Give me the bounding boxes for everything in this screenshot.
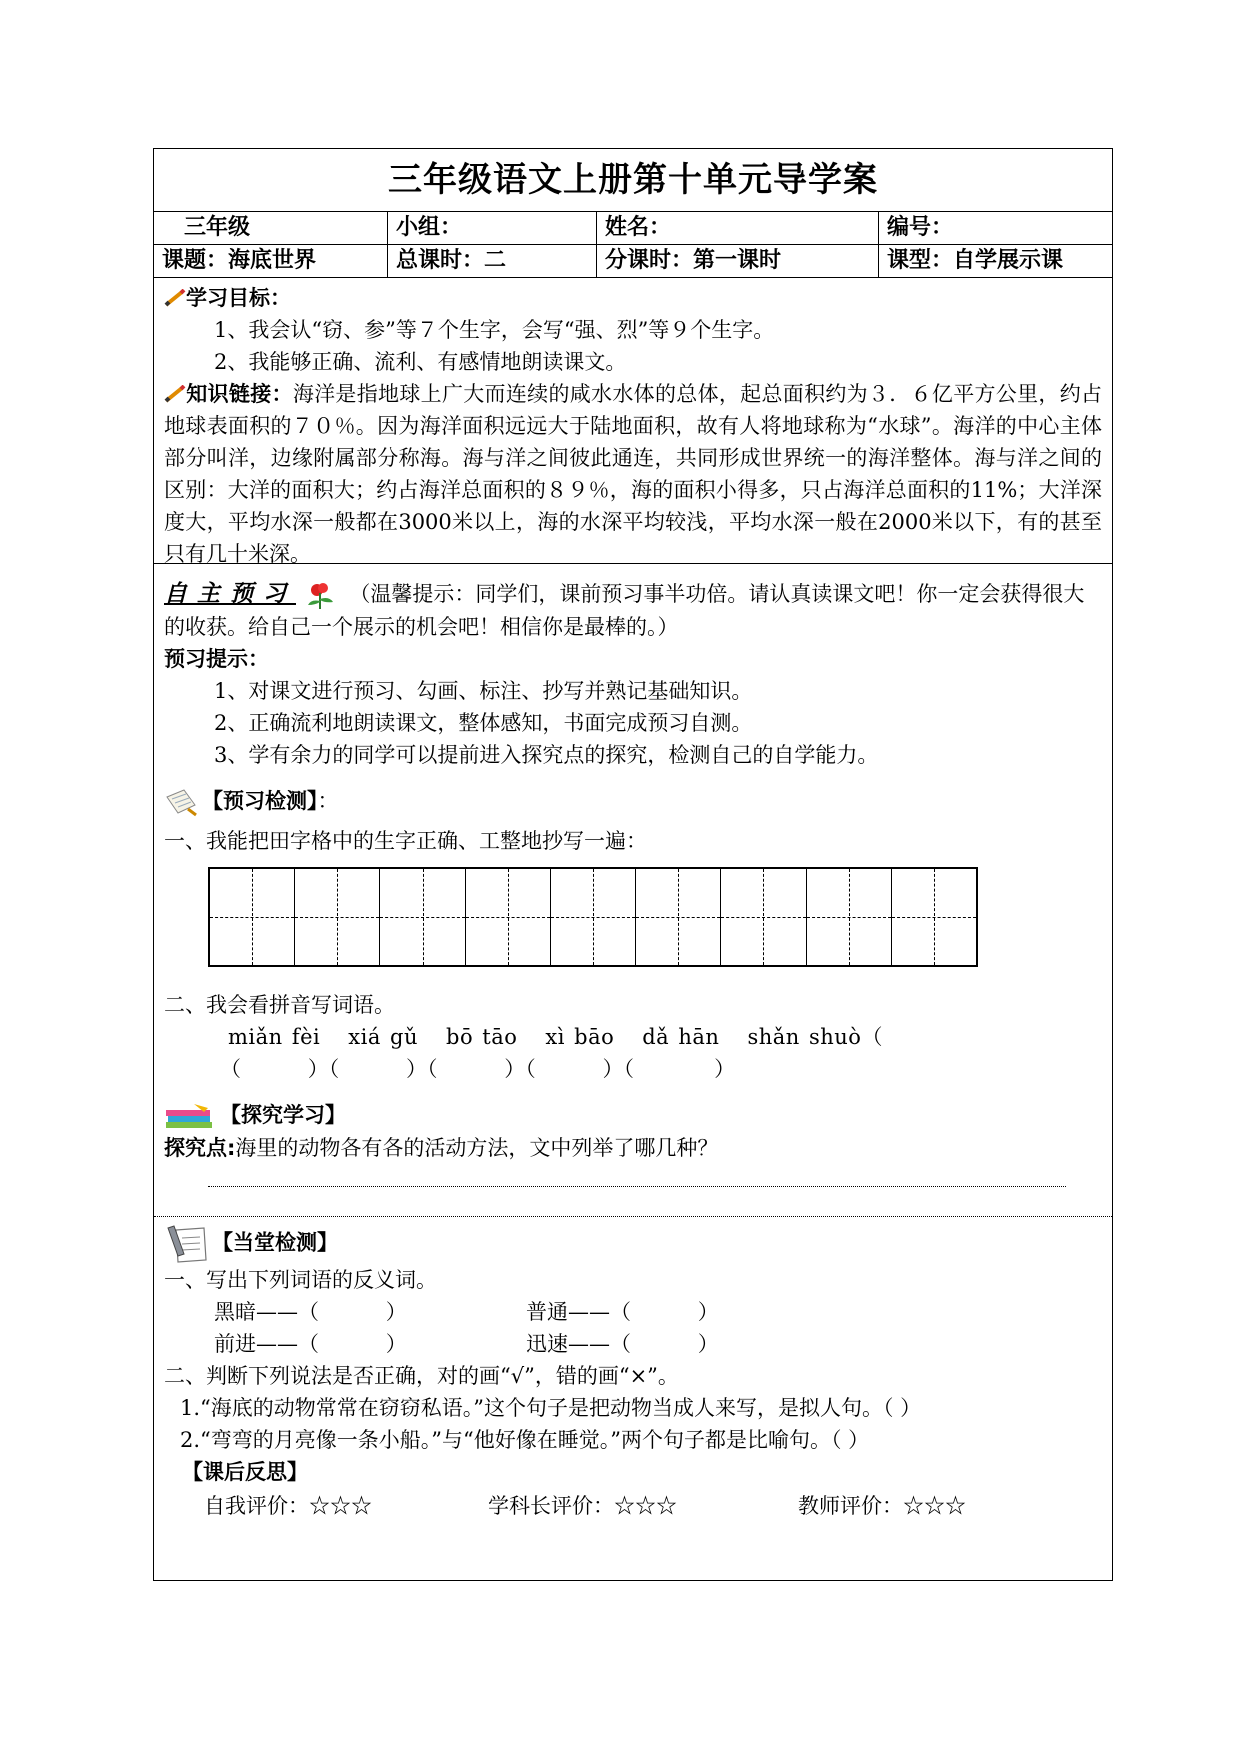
pen-paper-icon (164, 1224, 208, 1264)
reflection-heading: 【课后反思】 (182, 1459, 308, 1484)
flower-icon (303, 581, 339, 611)
grid-cell[interactable] (295, 869, 380, 965)
books-icon (164, 1102, 216, 1132)
pinyin-word: bō tāo (446, 1025, 518, 1049)
hint-item: 1、对课文进行预习、勾画、标注、抄写并熟记基础知识。 (214, 678, 753, 703)
leader-eval[interactable]: 学科长评价：☆☆☆ (488, 1493, 677, 1518)
group-cell: 小组： (388, 212, 597, 244)
antonym-question: 一、写出下列词语的反义词。 (164, 1267, 437, 1292)
antonym-item[interactable]: 前进——（ ） (214, 1331, 407, 1356)
tianzige-grid[interactable] (208, 867, 978, 967)
pencil-icon (164, 385, 186, 403)
teacher-eval[interactable]: 教师评价：☆☆☆ (798, 1493, 966, 1518)
grid-cell[interactable] (551, 869, 636, 965)
grid-cell[interactable] (892, 869, 976, 965)
total-periods-cell: 总课时：二 (388, 245, 597, 277)
explore-heading: 【探究学习】 (220, 1103, 346, 1127)
knowledge-heading: 知识链接： (186, 382, 293, 406)
preview-heading: 自主预习 (164, 580, 296, 607)
judge-item[interactable]: 2.“弯弯的月亮像一条小船。”与“他好像在睡觉。”两个句子都是比喻句。（ ） (180, 1427, 870, 1452)
pencil-icon (164, 289, 186, 307)
lesson-type-cell: 课型：自学展示课 (887, 248, 1064, 273)
antonym-row (164, 1296, 1102, 1328)
preview-tip: （温馨提示：同学们，课前预习事半功倍。请认真读课文吧！你一定会获得很大的收获。给自己一个展示的机会吧！相信你是最棒的。） (164, 582, 1085, 639)
explore-question: 海里的动物各有各的活动方法，文中列举了哪几种？ (235, 1135, 719, 1160)
pinyin-word: shǎn shuò (747, 1025, 862, 1049)
grid-cell[interactable] (466, 869, 551, 965)
hint-item: 2、正确流利地朗读课文，整体感知，书面完成预习自测。 (214, 710, 753, 735)
page-title: 三年级语文上册第十单元导学案 (154, 149, 1112, 212)
header-row-2 (154, 245, 1112, 278)
pinyin-word: dǎ hān (642, 1025, 720, 1049)
pinyin-question: 二、我会看拼音写词语。 (164, 993, 395, 1017)
grid-cell[interactable] (380, 869, 465, 965)
number-cell: 编号： (887, 215, 954, 240)
pinyin-word: xì bāo (545, 1025, 615, 1049)
class-check-heading: 【当堂检测】 (212, 1230, 338, 1254)
evaluation-row (164, 1490, 1102, 1522)
hint-item: 3、学有余力的同学可以提前进入探究点的探究，检测自己的自学能力。 (214, 742, 879, 767)
antonym-item[interactable]: 黑暗——（ ） (214, 1299, 407, 1324)
section-divider (154, 1216, 1112, 1218)
paren-tail: （ (861, 1025, 883, 1049)
judge-item[interactable]: 1.“海底的动物常常在窃窃私语。”这个句子是把动物当成人来写，是拟人句。（ ） (180, 1395, 922, 1420)
self-eval[interactable]: 自我评价：☆☆☆ (204, 1493, 372, 1518)
hint-heading: 预习提示： (164, 646, 269, 671)
header-row-1 (154, 212, 1112, 245)
preview-section (154, 564, 1112, 1522)
check-colon: ： (317, 788, 339, 813)
knowledge-text: 海洋是指地球上广大而连续的咸水水体的总体，起总面积约为３．６亿平方公里，约占地球表面积的７０％。因为海洋面积远远大于陆地面积，故有人将地球称为“水球”。海洋的中心主体部分叫洋，边缘附属部分称海。海与洋之间彼此通连，共同形成世界统一的海洋整体。海与洋之间的区别：大洋的面积大；约占海洋总面积的８９％，海的面积小得多，只占海洋总面积的11%；大洋深度大，平均水深一般都在3000米以上，海的水深平均较浅，平均水深一般在2000米以下，有的甚至只有几十米深。 (164, 382, 1103, 566)
grid-cell[interactable] (210, 869, 295, 965)
pinyin-word: xiá gǔ (348, 1025, 419, 1049)
topic-cell: 课题：海底世界 (154, 245, 388, 277)
name-cell: 姓名： (597, 212, 879, 244)
antonym-row (164, 1328, 1102, 1360)
notebook-icon (164, 787, 198, 817)
check-heading: 【预习检测】 (202, 788, 318, 813)
grade-cell: 三年级 (154, 212, 388, 244)
antonym-item[interactable]: 普通——（ ） (526, 1299, 719, 1324)
goal-item: 2、我能够正确、流利、有感情地朗读课文。 (214, 350, 627, 374)
grid-cell[interactable] (807, 869, 892, 965)
grid-cell[interactable] (721, 869, 806, 965)
antonym-item[interactable]: 迅速——（ ） (526, 1331, 719, 1356)
goals-section (154, 278, 1112, 564)
explore-label: 探究点: (164, 1135, 236, 1160)
goals-heading: 学习目标： (186, 286, 291, 310)
worksheet (153, 148, 1113, 1581)
goal-item: 1、我会认“窃、参”等７个生字，会写“强、烈”等９个生字。 (214, 318, 775, 342)
pinyin-row (164, 1021, 1102, 1053)
grid-cell[interactable] (636, 869, 721, 965)
answer-parens[interactable]: （ ）（ ）（ ）（ ）（ ） (220, 1057, 736, 1081)
copy-question: 一、我能把田字格中的生字正确、工整地抄写一遍： (164, 829, 647, 853)
judge-question: 二、判断下列说法是否正确，对的画“√”，错的画“×”。 (164, 1363, 679, 1388)
pinyin-word: miǎn fèi (228, 1025, 321, 1049)
period-cell: 分课时：第一课时 (597, 245, 879, 277)
answer-line[interactable] (208, 1186, 1066, 1188)
